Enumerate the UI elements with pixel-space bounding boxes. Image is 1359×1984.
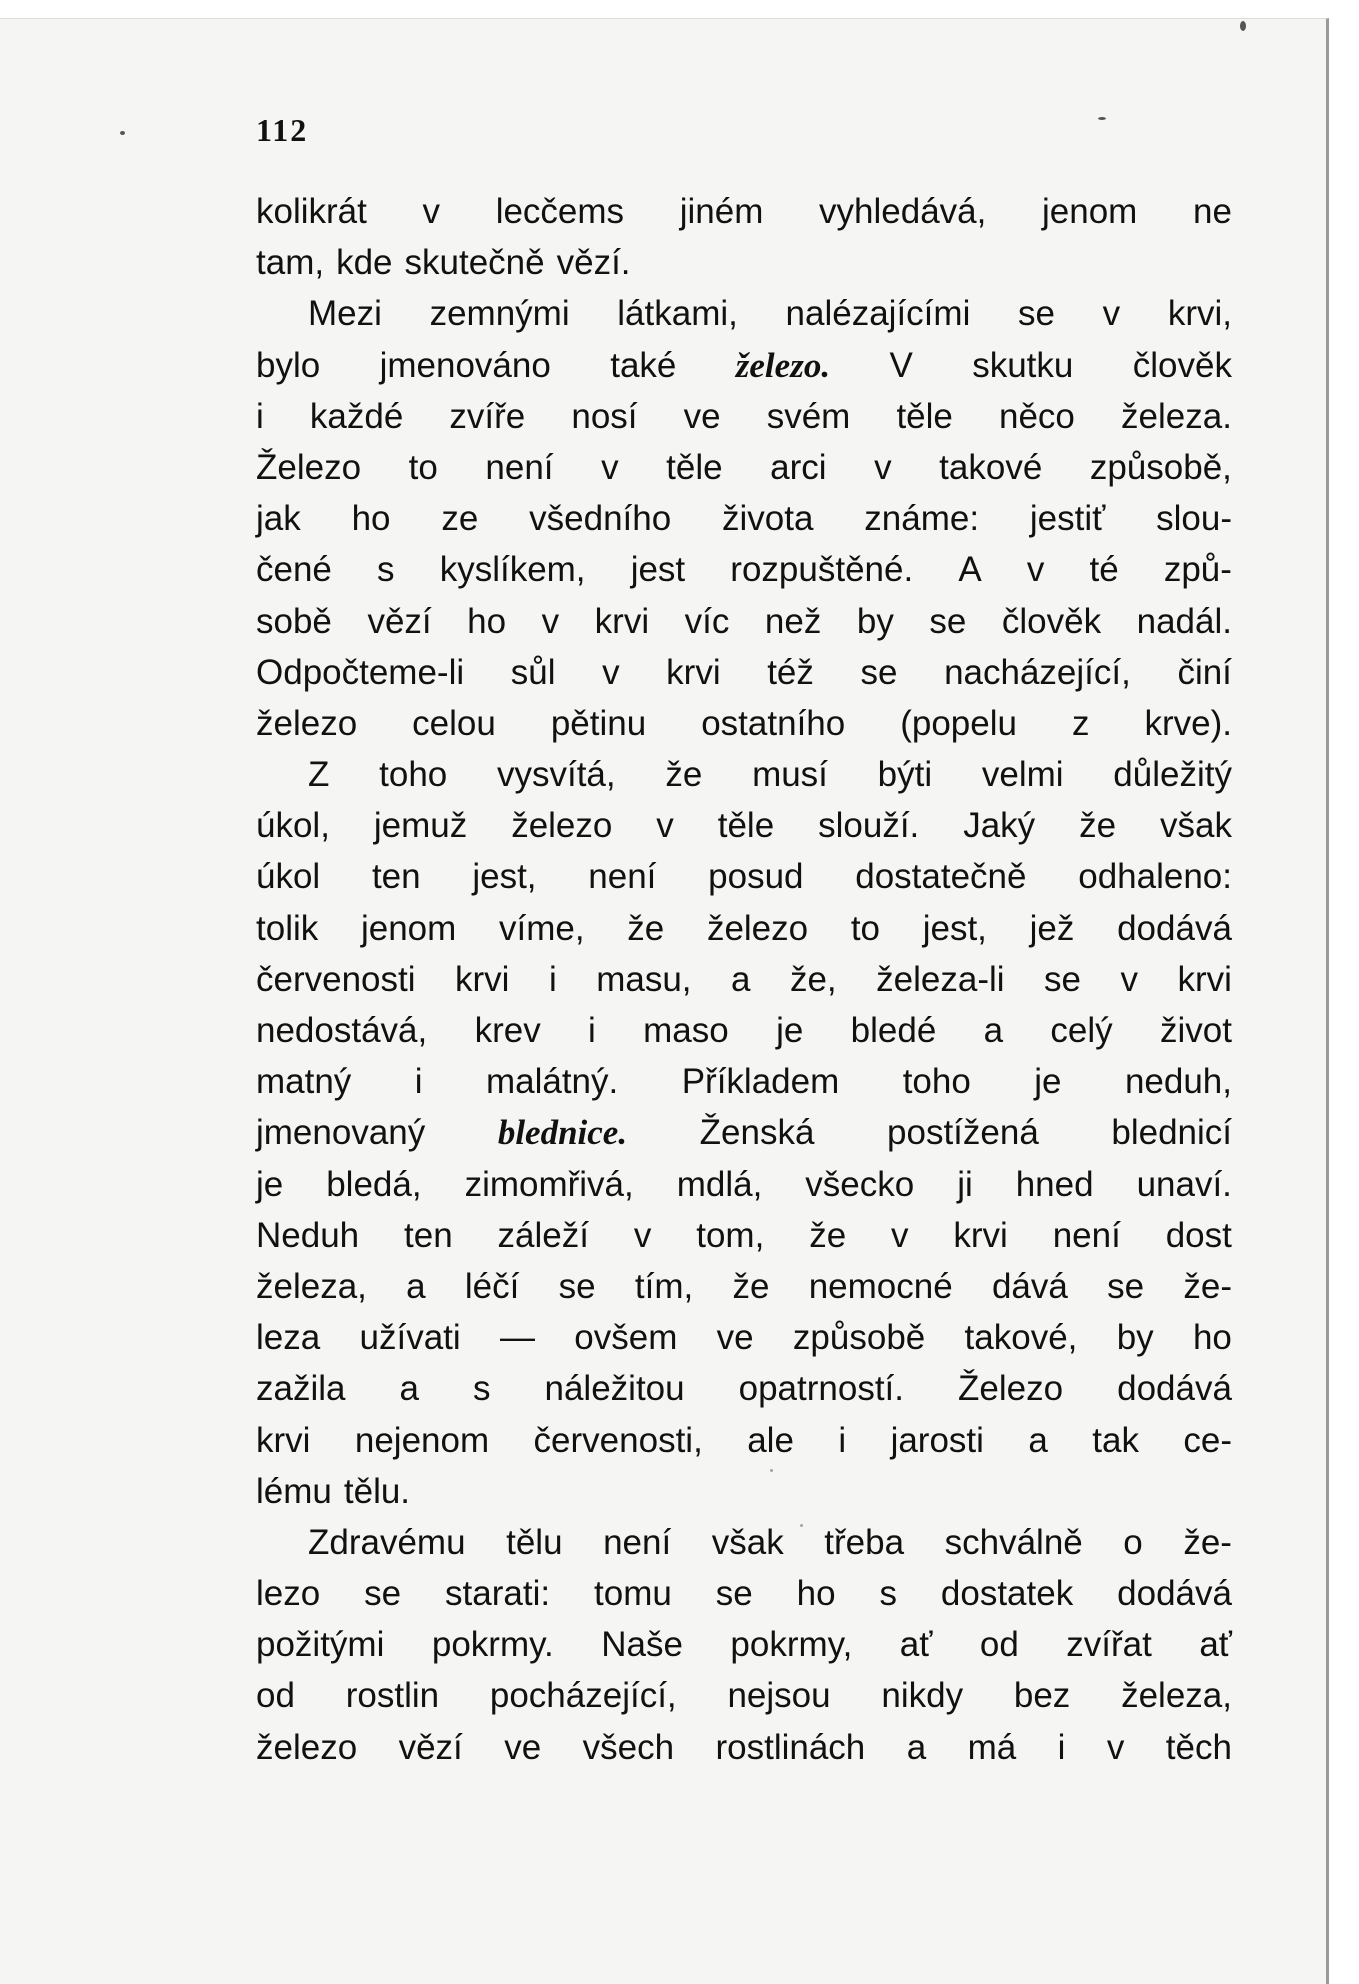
- word: zvíře: [449, 396, 526, 436]
- word: všedního: [529, 499, 672, 539]
- word: železo: [511, 806, 613, 846]
- word: bylo: [256, 345, 321, 385]
- word: Odpočteme-li: [256, 652, 465, 692]
- word: jak: [256, 499, 301, 539]
- word: by: [856, 601, 894, 641]
- word: bledé: [850, 1011, 937, 1050]
- word: býti: [877, 755, 933, 795]
- word: a: [983, 1011, 1004, 1050]
- word: není: [603, 1522, 672, 1562]
- word: ho: [796, 1574, 836, 1614]
- word: Zdravému: [308, 1522, 466, 1562]
- word: slou-: [1156, 499, 1232, 539]
- word: i: [1057, 1727, 1066, 1767]
- word: tolik: [256, 908, 319, 948]
- word: jest: [630, 550, 686, 590]
- word: zimomřivá,: [464, 1164, 634, 1204]
- word: v: [1120, 959, 1138, 999]
- word: a: [906, 1727, 927, 1767]
- word: ve: [683, 396, 721, 436]
- text-line: [256, 1363, 1232, 1414]
- word: rostlinách: [715, 1727, 866, 1767]
- text-line: [256, 1568, 1232, 1619]
- word: železo: [706, 908, 809, 948]
- word: jež: [1029, 908, 1075, 948]
- word: těle: [896, 396, 953, 436]
- word: lezo: [256, 1574, 321, 1614]
- text-line: [256, 391, 1232, 442]
- text-line: [256, 288, 1232, 339]
- word: v: [891, 1215, 909, 1255]
- word: že: [665, 755, 703, 795]
- word: krvi: [455, 959, 510, 999]
- word: neduh,: [1124, 1062, 1232, 1102]
- word: lému: [256, 1471, 332, 1511]
- text-line: [256, 493, 1232, 544]
- word: takové: [939, 447, 1043, 487]
- word: v: [656, 806, 674, 846]
- word: nosí: [571, 396, 638, 436]
- word: nedostává,: [256, 1011, 428, 1050]
- word: kolikrát: [256, 192, 367, 231]
- word: v: [422, 192, 441, 231]
- word: způsobě,: [1089, 447, 1232, 487]
- word: že: [732, 1266, 770, 1306]
- word: jest,: [922, 908, 987, 948]
- word: vysvítá,: [496, 755, 616, 795]
- word: krvi,: [1167, 294, 1232, 334]
- word: nadál.: [1136, 601, 1232, 641]
- word: —: [499, 1318, 535, 1358]
- word: železo: [256, 1727, 358, 1767]
- word: pětinu: [550, 703, 647, 743]
- word: s: [472, 1369, 491, 1409]
- word: ostatního: [701, 703, 846, 743]
- word: jestiť: [1029, 499, 1106, 539]
- word: úkol,: [256, 806, 330, 846]
- word: pokrmy.: [431, 1625, 554, 1665]
- word: V: [889, 345, 913, 385]
- word: od: [256, 1676, 295, 1716]
- word: v: [874, 447, 892, 487]
- word: těle: [717, 806, 775, 846]
- word: bez: [1013, 1676, 1071, 1716]
- word: se: [929, 601, 967, 641]
- word: vyhledává,: [819, 192, 987, 231]
- word: slouží.: [818, 806, 920, 846]
- word: krvi: [594, 601, 650, 641]
- word: ve: [504, 1727, 542, 1767]
- word: sůl: [510, 652, 556, 692]
- word: jiném: [679, 192, 764, 231]
- word: v: [1102, 294, 1121, 334]
- word: Jaký: [963, 806, 1036, 846]
- paper-speck: [120, 131, 125, 135]
- word: krvi: [953, 1215, 1008, 1255]
- word: není: [588, 857, 657, 897]
- word: že: [1079, 806, 1117, 846]
- word: ho: [1192, 1318, 1232, 1358]
- word: červenosti: [256, 959, 416, 999]
- text-line: [256, 340, 1232, 391]
- word: jmenovaný: [256, 1113, 426, 1153]
- word: jarosti: [890, 1420, 984, 1460]
- word: velmi: [981, 755, 1064, 795]
- word: mdlá,: [676, 1164, 763, 1204]
- word: kde: [336, 243, 393, 283]
- word: též: [767, 652, 814, 692]
- word: záleží: [497, 1215, 589, 1255]
- word: i: [548, 959, 557, 999]
- text-line: [256, 596, 1232, 647]
- word: té: [1089, 550, 1119, 590]
- word: tělu: [506, 1522, 563, 1562]
- word: v: [602, 652, 620, 692]
- word: Z: [308, 755, 330, 795]
- word: ten: [371, 857, 421, 897]
- word: těch: [1165, 1727, 1232, 1767]
- word: je: [776, 1011, 804, 1050]
- word: látkami,: [617, 294, 738, 334]
- word: třeba: [824, 1522, 905, 1562]
- word: není: [485, 447, 554, 487]
- word: člověk: [1132, 345, 1232, 385]
- text-line: [256, 1210, 1232, 1261]
- word: ať: [1199, 1625, 1232, 1665]
- text-line: [256, 851, 1232, 902]
- word: tělu.: [343, 1471, 411, 1511]
- word: krvi: [1177, 959, 1232, 999]
- word: i: [588, 1011, 596, 1050]
- word: blednice.: [497, 1113, 628, 1153]
- body-text: [256, 186, 1232, 1773]
- word: v: [633, 1215, 652, 1255]
- word: dostatečně: [855, 857, 1027, 897]
- text-line: [256, 1619, 1232, 1670]
- word: starati:: [445, 1574, 551, 1614]
- word: bledá,: [326, 1164, 422, 1204]
- word: dodává: [1117, 1369, 1232, 1409]
- page-number: 112: [256, 112, 309, 148]
- word: tak: [1092, 1420, 1139, 1460]
- word: skutečně: [404, 243, 545, 283]
- word: toho: [379, 755, 448, 795]
- word: se: [364, 1574, 402, 1614]
- text-line: [256, 1466, 1232, 1517]
- word: ale: [747, 1420, 794, 1460]
- word: se: [860, 652, 898, 692]
- paper-speck: [1098, 117, 1106, 120]
- word: červenosti,: [533, 1420, 703, 1460]
- word: krve).: [1144, 703, 1232, 743]
- word: postížená: [887, 1113, 1039, 1153]
- word: i: [838, 1420, 847, 1460]
- word: způsobě: [792, 1318, 926, 1358]
- word: náležitou: [544, 1369, 685, 1409]
- paper-speck: [1240, 21, 1246, 31]
- word: opatrností.: [738, 1369, 905, 1409]
- text-line: [256, 1159, 1232, 1210]
- word: nalézajícími: [785, 294, 971, 334]
- text-line: [256, 698, 1232, 749]
- word: není: [1052, 1215, 1121, 1255]
- word: víme,: [498, 908, 585, 948]
- word: tam,: [256, 243, 325, 283]
- word: v: [1106, 1727, 1125, 1767]
- text-line: [256, 647, 1232, 698]
- word: arci: [770, 447, 827, 487]
- word: toho: [902, 1062, 971, 1102]
- word: léčí: [464, 1266, 520, 1306]
- text-line: [256, 1722, 1232, 1773]
- word: že-: [1183, 1266, 1232, 1306]
- word: železo: [256, 703, 358, 743]
- text-line: [256, 237, 1232, 288]
- word: kyslíkem,: [439, 550, 586, 590]
- text-line: [256, 544, 1232, 595]
- text-line: [256, 1670, 1232, 1721]
- word: jmenováno: [379, 345, 551, 385]
- word: že: [627, 908, 665, 948]
- word: Železo: [958, 1369, 1064, 1409]
- text-line: [256, 1261, 1232, 1312]
- text-line: [256, 903, 1232, 954]
- word: dodává: [1117, 908, 1232, 948]
- word: masu,: [596, 959, 692, 999]
- word: činí: [1177, 652, 1232, 692]
- word: krvi: [666, 652, 721, 692]
- word: Mezi: [308, 294, 382, 334]
- word: takové,: [964, 1318, 1078, 1358]
- word: jenom: [1042, 192, 1138, 231]
- word: a: [406, 1266, 426, 1306]
- word: že,: [789, 959, 837, 999]
- text-line: [256, 954, 1232, 1005]
- word: Ženská: [699, 1113, 815, 1153]
- scan-margin: [1329, 0, 1359, 1984]
- word: důležitý: [1113, 755, 1232, 795]
- word: lecčems: [495, 192, 625, 231]
- word: maso: [643, 1011, 729, 1050]
- word: jest,: [472, 857, 537, 897]
- word: všech: [582, 1727, 675, 1767]
- word: Železo: [256, 447, 362, 487]
- word: čené: [256, 550, 332, 590]
- word: jemuž: [373, 806, 468, 846]
- word: ať: [899, 1625, 933, 1665]
- word: nejsou: [727, 1676, 831, 1716]
- word: vězí: [398, 1727, 463, 1767]
- word: krev: [474, 1011, 541, 1050]
- word: se: [558, 1266, 596, 1306]
- word: vězí.: [556, 243, 631, 283]
- text-line: [256, 749, 1232, 800]
- word: by: [1116, 1318, 1154, 1358]
- text-line: [256, 442, 1232, 493]
- word: a: [399, 1369, 419, 1409]
- word: je: [1034, 1062, 1062, 1102]
- text-line: [256, 186, 1232, 237]
- word: ze: [441, 499, 479, 539]
- text-line: [256, 1415, 1232, 1466]
- word: člověk: [1001, 601, 1102, 641]
- word: (popelu: [900, 703, 1017, 743]
- word: nemocné: [808, 1266, 953, 1306]
- word: se: [1018, 294, 1055, 334]
- word: zažila: [256, 1369, 346, 1409]
- word: železa,: [1121, 1676, 1232, 1716]
- word: od: [979, 1625, 1019, 1665]
- word: s: [879, 1574, 897, 1614]
- word: je: [256, 1164, 284, 1204]
- word: ho: [467, 601, 507, 641]
- word: pokrmy,: [730, 1625, 853, 1665]
- word: ji: [957, 1164, 973, 1204]
- word: sobě: [256, 601, 332, 641]
- word: Naše: [601, 1625, 683, 1665]
- word: však: [711, 1522, 784, 1562]
- word: dostatek: [940, 1574, 1074, 1614]
- word: tomu: [594, 1574, 672, 1614]
- word: A: [958, 550, 982, 590]
- word: svém: [766, 396, 851, 436]
- text-line: [256, 1056, 1232, 1107]
- word: železa,: [256, 1266, 367, 1306]
- word: ovšem: [574, 1318, 678, 1358]
- word: dává: [991, 1266, 1068, 1306]
- word: s: [377, 550, 395, 590]
- word: i: [256, 396, 264, 436]
- word: krvi: [256, 1420, 311, 1460]
- word: v: [1026, 550, 1045, 590]
- word: že: [809, 1215, 847, 1255]
- text-line: [256, 1312, 1232, 1363]
- word: schválně: [944, 1522, 1083, 1562]
- word: blednicí: [1111, 1113, 1232, 1153]
- word: úkol: [256, 857, 321, 897]
- word: vězí: [367, 601, 432, 641]
- word: nacházející,: [944, 652, 1131, 692]
- word: jenom: [360, 908, 457, 948]
- word: však: [1160, 806, 1232, 846]
- word: hned: [1015, 1164, 1094, 1204]
- word: celou: [412, 703, 496, 743]
- word: požitými: [256, 1625, 385, 1665]
- word: ve: [716, 1318, 754, 1358]
- text-line: [256, 1517, 1232, 1568]
- word: také: [610, 345, 677, 385]
- word: celý: [1050, 1011, 1113, 1050]
- word: těle: [666, 447, 723, 487]
- word: dodává: [1117, 1574, 1232, 1614]
- word: život: [1159, 1011, 1232, 1050]
- word: ho: [351, 499, 391, 539]
- word: každé: [309, 396, 404, 436]
- word: než: [764, 601, 822, 641]
- word: rostlin: [345, 1676, 440, 1716]
- word: leza: [256, 1318, 321, 1358]
- word: to: [850, 908, 881, 948]
- word: zemnými: [429, 294, 570, 334]
- word: železa-li: [876, 959, 1005, 999]
- word: železa.: [1121, 396, 1232, 436]
- word: a: [731, 959, 751, 999]
- word: pocházející,: [489, 1676, 677, 1716]
- word: i: [414, 1062, 423, 1102]
- word: dost: [1165, 1215, 1232, 1255]
- word: o: [1123, 1522, 1143, 1562]
- word: ce-: [1183, 1420, 1232, 1460]
- word: ne: [1192, 192, 1232, 231]
- word: se: [1107, 1266, 1145, 1306]
- word: to: [408, 447, 438, 487]
- word: z: [1071, 703, 1090, 743]
- word: v: [601, 447, 619, 487]
- word: železo.: [735, 345, 831, 385]
- word: se: [1044, 959, 1081, 999]
- word: tím,: [634, 1266, 694, 1306]
- word: v: [541, 601, 560, 641]
- word: ten: [404, 1215, 453, 1255]
- word: má: [967, 1727, 1017, 1767]
- word: unaví.: [1136, 1164, 1232, 1204]
- word: odhaleno:: [1078, 857, 1232, 897]
- word: užívati: [359, 1318, 461, 1358]
- word: a: [1028, 1420, 1048, 1460]
- word: všecko: [805, 1164, 915, 1204]
- word: skutku: [972, 345, 1074, 385]
- word: malátný.: [485, 1062, 619, 1102]
- text-line: [256, 1005, 1232, 1056]
- text-line: [256, 800, 1232, 851]
- word: že-: [1183, 1522, 1232, 1562]
- word: se: [715, 1574, 753, 1614]
- word: života: [722, 499, 814, 539]
- word: způ-: [1163, 550, 1232, 590]
- word: posud: [708, 857, 804, 897]
- word: musí: [752, 755, 828, 795]
- word: Neduh: [256, 1215, 360, 1255]
- word: známe:: [864, 499, 980, 539]
- word: tom,: [696, 1215, 765, 1255]
- word: něco: [999, 396, 1075, 436]
- word: rozpuštěné.: [730, 550, 914, 590]
- word: nikdy: [881, 1676, 964, 1716]
- word: Příkladem: [681, 1062, 840, 1102]
- word: nejenom: [354, 1420, 490, 1460]
- word: víc: [684, 601, 730, 641]
- word: zvířat: [1066, 1625, 1152, 1665]
- word: matný: [256, 1062, 352, 1102]
- text-line: [256, 1107, 1232, 1158]
